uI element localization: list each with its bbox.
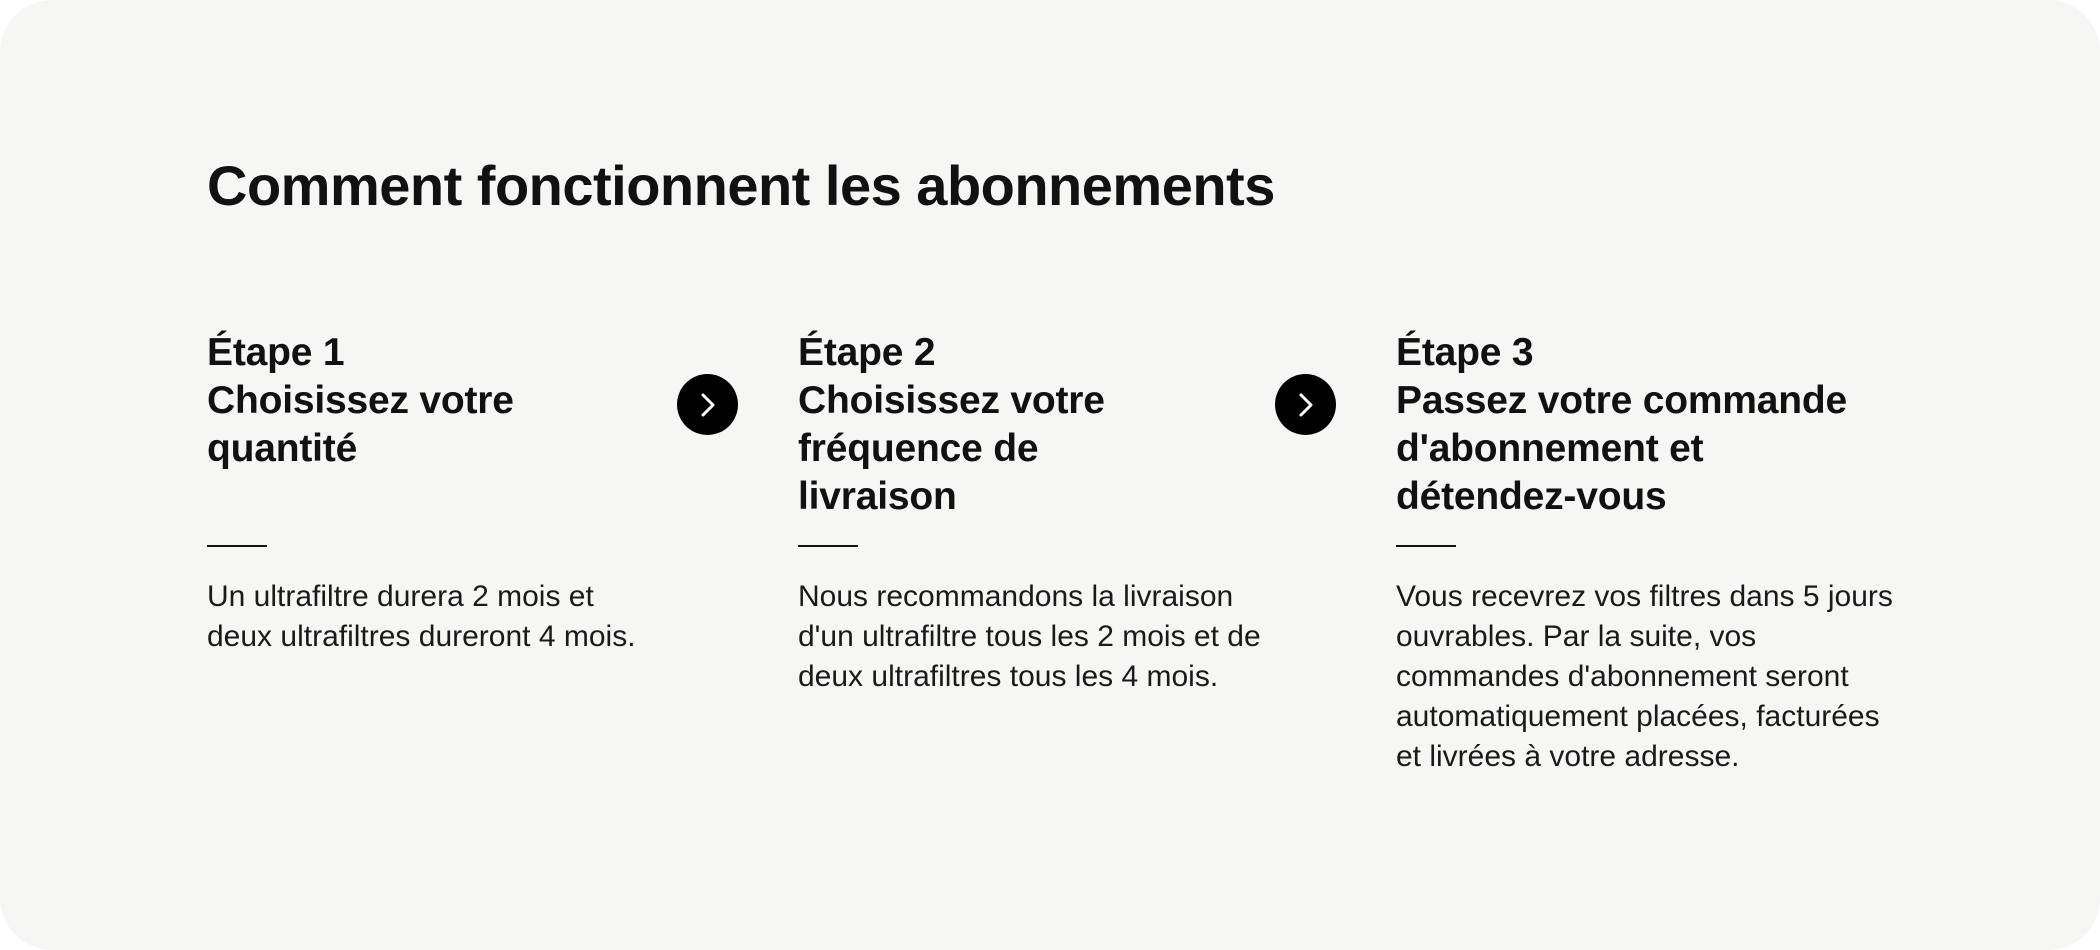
step-divider: [207, 545, 267, 547]
next-step-button[interactable]: [1275, 374, 1336, 435]
step-title-line: fréquence de: [798, 427, 1039, 470]
step-description: Vous recevrez vos filtres dans 5 jours ouvrables. Par la suite, vos commandes d'abonnement seront automatiquement placées, facturées et livrées à votre adresse.: [1396, 580, 1893, 773]
step-label: Étape 3: [1396, 331, 1534, 374]
step-3: [1396, 329, 1896, 773]
step-heading: [207, 329, 647, 473]
next-step-button[interactable]: [677, 374, 738, 435]
step-title-line: livraison: [798, 475, 957, 518]
step-description: Nous recommandons la livraison d'un ultrafiltre tous les 2 mois et de deux ultrafiltres tous les 4 mois.: [798, 580, 1261, 693]
page-title: Comment fonctionnent les abonnements: [207, 154, 1275, 217]
step-title-line: détendez-vous: [1396, 475, 1667, 518]
step-title-line: quantité: [207, 427, 358, 470]
step-divider: [798, 545, 858, 547]
step-heading: [798, 329, 1298, 521]
step-label: Étape 2: [798, 331, 936, 374]
chevron-right-icon: [1293, 392, 1319, 418]
step-label: Étape 1: [207, 331, 345, 374]
step-divider: [1396, 545, 1456, 547]
step-2: [798, 329, 1298, 693]
step-title-line: Choisissez votre: [207, 379, 514, 422]
step-title-line: Passez votre commande: [1396, 379, 1848, 422]
step-1: [207, 329, 647, 653]
step-title-line: d'abonnement et: [1396, 427, 1704, 470]
chevron-right-icon: [695, 392, 721, 418]
step-heading: [1396, 329, 1896, 521]
step-title-line: Choisissez votre: [798, 379, 1105, 422]
step-description: Un ultrafiltre durera 2 mois et deux ultrafiltres dureront 4 mois.: [207, 580, 636, 653]
